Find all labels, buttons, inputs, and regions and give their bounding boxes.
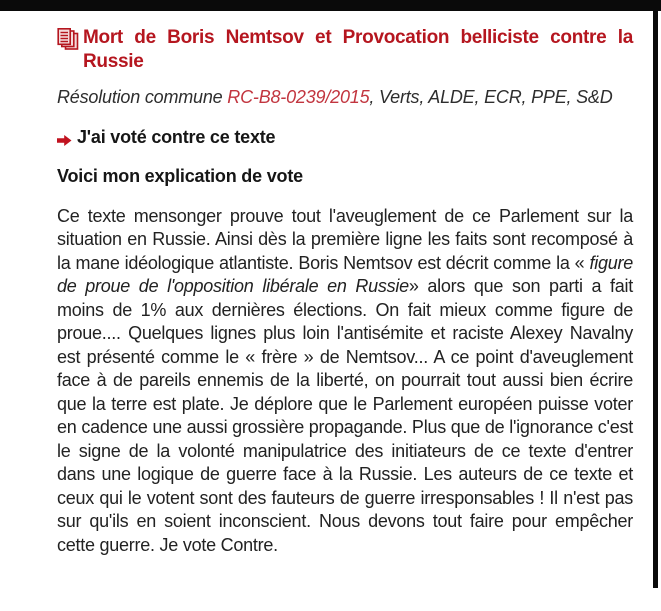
resolution-subtitle	[57, 86, 633, 109]
resolution-link[interactable]: RC-B8-0239/2015	[227, 87, 370, 108]
article	[57, 13, 633, 575]
stacked-documents-icon	[57, 28, 79, 51]
explanation-paragraph	[57, 205, 633, 558]
paragraph-segment: » alors que son parti a fait moins de 1% aux dernières élections. On fait mieux comme figure de proue.... Quelques lignes plus loin l'antisémite et raciste Alexey Navalny est présenté comme le « frère » de Nemtsov... A ce point d'aveuglement face à de pareils ennemis de la liberté, on pourrait tout aussi bien écrire que la terre est plate. Je déplore que le Parlement européen puisse voter en cadence une aussi grossière propagande. Plus que de l'ignorance c'est le signe de la volonté manipulatrice des initiateurs de ce texte d'entrer dans une logique de guerre face à la Russie. Les auteurs de ce texte et ceux qui le votent sont des fauteurs de guerre irresponsables ! Il n'est pas sur qu'ils en soient inconscient. Nous devons tout faire pour empêcher cette guerre. Je vote Contre.	[57, 276, 633, 555]
red-right-arrow-icon	[57, 131, 72, 144]
right-border	[653, 0, 658, 588]
vote-status-label: J'ai voté contre ce texte	[77, 126, 276, 147]
top-border	[0, 0, 661, 11]
article-title-link[interactable]	[57, 26, 633, 74]
paragraph-segment: Ce texte mensonger prouve tout l'aveuglement de ce Parlement sur la situation en Russie. Ainsi dès la première ligne les faits sont recomposé à la mane idéologique atlantiste. Boris Nemtsov est décrit comme la «	[57, 205, 633, 273]
resolution-subtitle-prefix: Résolution commune	[57, 87, 228, 108]
article-title-text: Mort de Boris Nemtsov et Provocation belliciste contre la Russie	[83, 26, 633, 72]
vote-status-line	[57, 127, 633, 148]
resolution-subtitle-suffix: , Verts, ALDE, ECR, PPE, S&D	[369, 87, 613, 108]
paragraph-italic-quote: figure de proue de l'opposition libérale en Russie	[57, 252, 633, 297]
explanation-heading: Voici mon explication de vote	[57, 165, 303, 186]
